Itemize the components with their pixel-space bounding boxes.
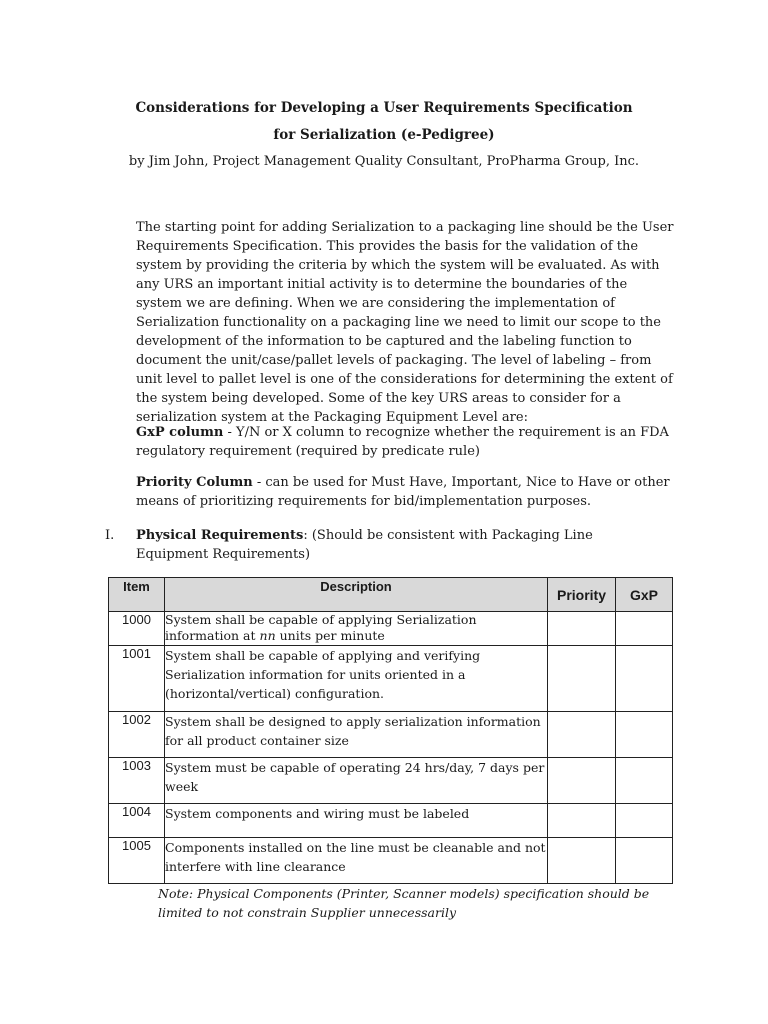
item-priority xyxy=(548,838,616,884)
header-priority: Priority xyxy=(548,578,616,612)
table-row xyxy=(109,646,673,712)
item-description: System components and wiring must be labeled xyxy=(165,804,548,838)
item-priority xyxy=(548,712,616,758)
item-priority xyxy=(548,758,616,804)
table-header-row xyxy=(109,578,673,612)
priority-column-label: Priority Column xyxy=(136,475,253,490)
item-id: 1004 xyxy=(109,804,165,838)
document-title-line-1: Considerations for Developing a User Requirements Specification xyxy=(135,100,633,116)
priority-column-text: - can be used for Must Have, Important, Nice to Have or other means of prioritizing requirements for bid/implementation purposes. xyxy=(136,475,670,509)
gxp-column-label: GxP column xyxy=(136,425,224,440)
item-id: 1002 xyxy=(109,712,165,758)
item-description: System must be capable of operating 24 hrs/day, 7 days per week xyxy=(165,758,548,804)
item-description: Components installed on the line must be cleanable and not interfere with line clearance xyxy=(165,838,548,884)
header-gxp: GxP xyxy=(616,578,673,612)
intro-paragraph: The starting point for adding Serialization to a packaging line should be the User Requirements Specification. This provides the basis for the validation of the system by providing the criteria by which the system will be evaluated. As with any URS an important initial activity is to determine the boundaries of the system we are defining. When we are considering the implementation of Serialization functionality on a packaging line we need to limit our scope to the development of the information to be captured and the labeling function to document the unit/case/pallet levels of packaging. The level of labeling – from unit level to pallet level is one of the considerations for determining the extent of the system being developed. Some of the key URS areas to consider for a serialization system at the Packaging Equipment Level are: xyxy=(136,220,674,425)
item-description: System shall be capable of applying Serialization information at nn units per minute xyxy=(165,612,548,646)
document-byline: by Jim John, Project Management Quality Consultant, ProPharma Group, Inc. xyxy=(128,154,640,169)
requirements-table xyxy=(108,577,673,884)
gxp-column-text: - Y/N or X column to recognize whether the requirement is an FDA regulatory requirement (required by predicate rule) xyxy=(136,425,669,459)
table-row xyxy=(109,804,673,838)
item-id: 1003 xyxy=(109,758,165,804)
header-description: Description xyxy=(165,578,548,612)
header-item: Item xyxy=(109,578,165,612)
item-gxp xyxy=(616,838,673,884)
item-priority xyxy=(548,646,616,712)
item-id: 1000 xyxy=(109,612,165,646)
item-id: 1005 xyxy=(109,838,165,884)
document-title-line-2: for Serialization (e-Pedigree) xyxy=(273,127,495,143)
section-heading xyxy=(136,526,636,564)
section-text: : (Should be consistent with Packaging Line Equipment Requirements) xyxy=(136,528,593,562)
item-description: System shall be designed to apply serialization information for all product container size xyxy=(165,712,548,758)
section-label: Physical Requirements xyxy=(136,528,304,543)
gxp-column-definition xyxy=(136,423,676,461)
item-id: 1001 xyxy=(109,646,165,712)
table-row xyxy=(109,712,673,758)
item-priority xyxy=(548,612,616,646)
item-gxp xyxy=(616,712,673,758)
table-row xyxy=(109,758,673,804)
item-gxp xyxy=(616,758,673,804)
item-gxp xyxy=(616,804,673,838)
item-description: System shall be capable of applying and verifying Serialization information for units oriented in a (horizontal/vertical) configuration. xyxy=(165,646,548,712)
table-note: Note: Physical Components (Printer, Scanner models) specification should be limited to not constrain Supplier unnecessarily xyxy=(158,886,650,920)
item-priority xyxy=(548,804,616,838)
priority-column-definition xyxy=(136,473,676,511)
item-gxp xyxy=(616,612,673,646)
item-gxp xyxy=(616,646,673,712)
table-row xyxy=(109,612,673,646)
section-number: I. xyxy=(105,528,115,543)
table-row xyxy=(109,838,673,884)
